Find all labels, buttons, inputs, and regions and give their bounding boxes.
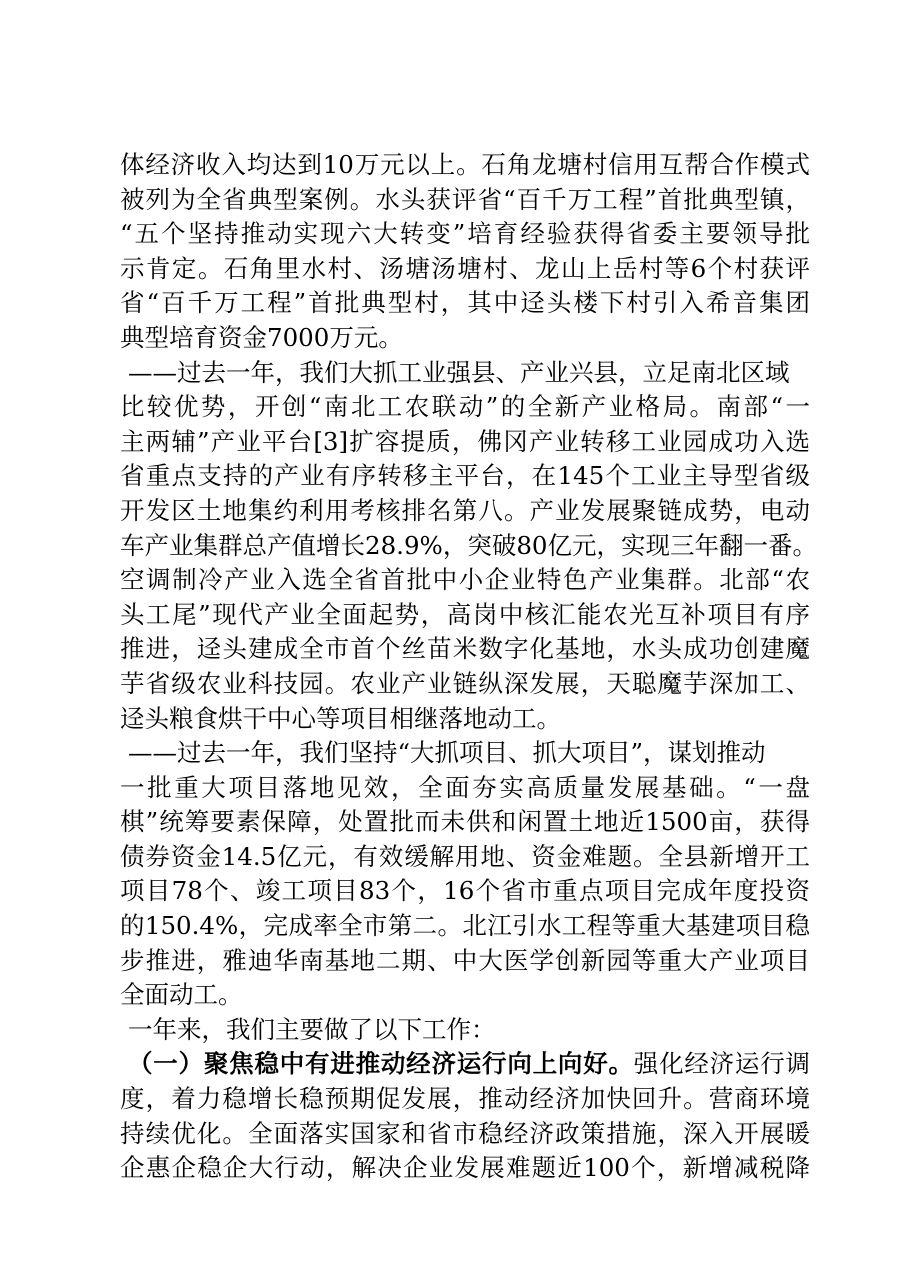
document-body [120, 148, 818, 1186]
text-line: 棋”统筹要素保障，处置批而未供和闲置土地近1500亩，获得 [120, 807, 810, 837]
text-line: 芋省级农业科技园。农业产业链纵深发展，天聪魔芋深加工、 [120, 668, 810, 698]
text-line: 头工尾”现代产业全面起势，高岗中核汇能农光互补项目有序 [120, 599, 810, 629]
text-line: “五个坚持推动实现六大转变”培育经验获得省委主要领导批 [120, 219, 810, 249]
text-line: 的150.4%，完成率全市第二。北江引水工程等重大基建项目稳 [120, 911, 810, 941]
section-heading-continuation: 强化经济运行调 [633, 1049, 811, 1079]
text-line: 省重点支持的产业有序转移主平台，在145个工业主导型省级 [120, 461, 810, 491]
paragraph-start-line: ——过去一年，我们大抓工业强县、产业兴县，立足南北区域 [128, 357, 790, 387]
text-line: 步推进，雅迪华南基地二期、中大医学创新园等重大产业项目 [120, 945, 810, 975]
text-line: 车产业集群总产值增长28.9%，突破80亿元，实现三年翻一番。 [120, 530, 818, 560]
text-line: 度，着力稳增长稳预期促发展，推动经济加快回升。营商环境 [120, 1084, 810, 1114]
section-heading: （一）聚焦稳中有进推动经济运行向上向好。 [128, 1049, 634, 1079]
paragraph-start-line: ——过去一年，我们坚持“大抓项目、抓大项目”，谋划推动 [128, 738, 766, 768]
text-line: 全面动工。 [120, 980, 243, 1010]
text-line: 项目78个、竣工项目83个，16个省市重点项目完成年度投资 [120, 876, 810, 906]
text-line: 示肯定。石角里水村、汤塘汤塘村、龙山上岳村等6个村获评 [120, 253, 810, 283]
section-heading-line [120, 1047, 810, 1082]
text-line: 开发区土地集约利用考核排名第八。产业发展聚链成势，电动 [120, 495, 810, 525]
text-line: 迳头粮食烘干中心等项目相继落地动工。 [120, 703, 561, 733]
text-line: 债券资金14.5亿元，有效缓解用地、资金难题。全县新增开工 [120, 841, 810, 871]
text-line: 企惠企稳企大行动，解决企业发展难题近100个，新增减税降 [120, 1153, 810, 1183]
text-line: 推进，迳头建成全市首个丝苗米数字化基地，水头成功创建魔 [120, 634, 810, 664]
paragraph-start-line: 一年来，我们主要做了以下工作： [128, 1014, 496, 1044]
text-line: 体经济收入均达到10万元以上。石角龙塘村信用互帮合作模式 [120, 150, 810, 179]
text-line: 主两辅”产业平台[3]扩容提质，佛冈产业转移工业园成功入选 [120, 426, 810, 456]
text-line: 空调制冷产业入选全省首批中小企业特色产业集群。北部“农 [120, 565, 810, 595]
text-line: 比较优势，开创“南北工农联动”的全新产业格局。南部“一 [120, 392, 810, 422]
text-line: 典型培育资金7000万元。 [120, 322, 403, 352]
text-line: 被列为全省典型案例。水头获评省“百千万工程”首批典型镇， [120, 184, 810, 214]
text-line: 持续优化。全面落实国家和省市稳经济政策措施，深入开展暖 [120, 1118, 810, 1148]
text-line: 省“百千万工程”首批典型村，其中迳头楼下村引入希音集团 [120, 288, 810, 318]
text-line: 一批重大项目落地见效，全面夯实高质量发展基础。“一盘 [120, 772, 810, 802]
